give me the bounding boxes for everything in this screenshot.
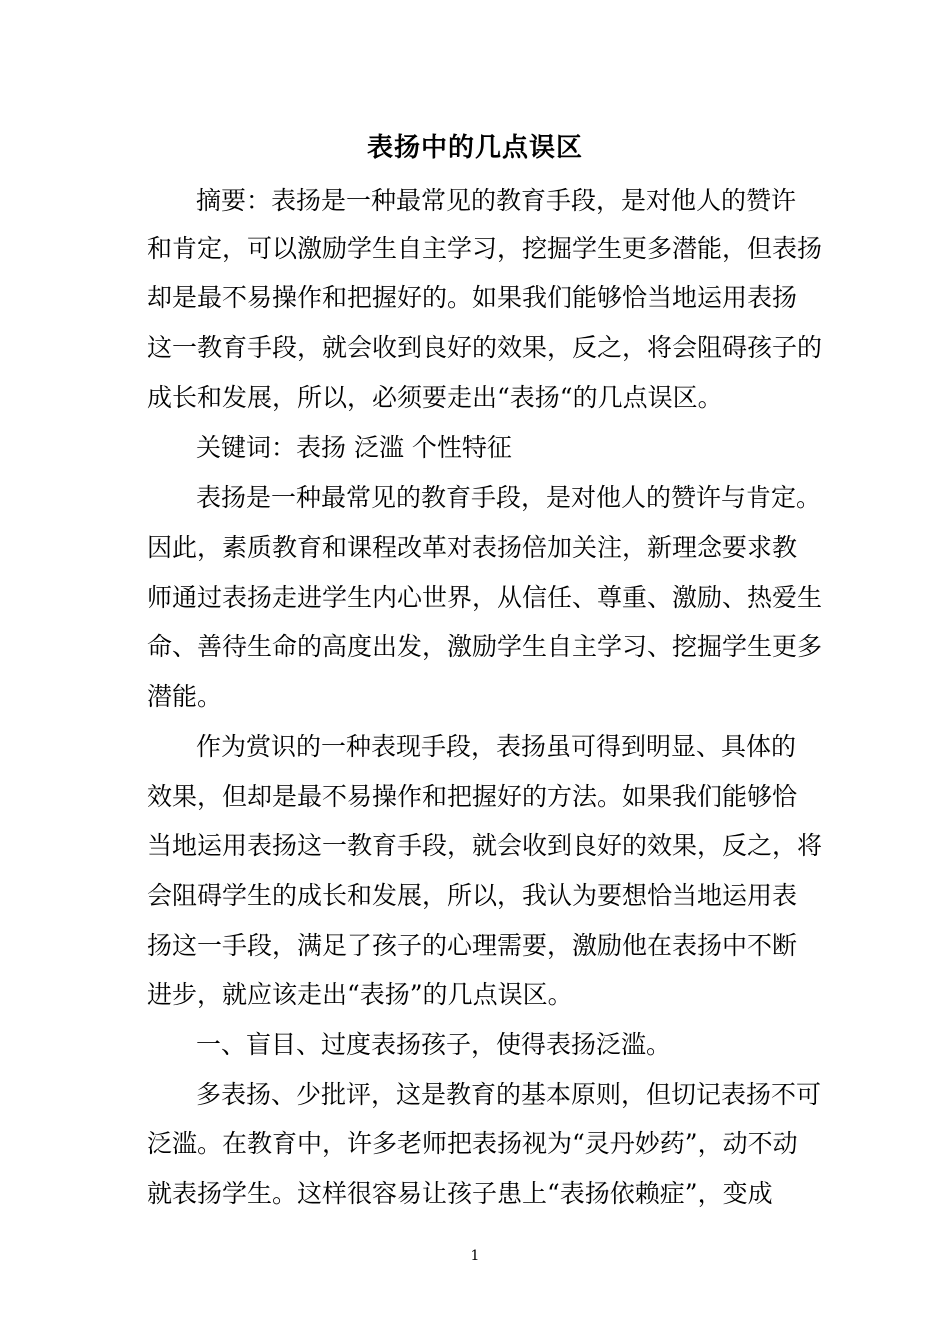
paragraph-line: 和肯定，可以激励学生自主学习，挖掘学生更多潜能，但表扬 [147,234,823,263]
paragraph-line: 进步，就应该走出“表扬”的几点误区。 [147,980,573,1009]
paragraph-line: 作为赏识的一种表现手段，表扬虽可得到明显、具体的 [196,732,797,761]
paragraph-line: 效果，但却是最不易操作和把握好的方法。如果我们能够恰 [147,782,798,811]
paragraph-line: 扬这一手段，满足了孩子的心理需要，激励他在表扬中不断 [147,931,798,960]
paragraph-line: 摘要：表扬是一种最常见的教育手段，是对他人的赞许 [196,186,797,215]
paragraph-line: 会阻碍学生的成长和发展，所以，我认为要想恰当地运用表 [147,881,798,910]
paragraph-line: 表扬是一种最常见的教育手段，是对他人的赞许与肯定。 [196,483,822,512]
paragraph-line: 这一教育手段，就会收到良好的效果，反之，将会阻碍孩子的 [147,333,823,362]
paragraph-line: 泛滥。在教育中，许多老师把表扬视为“灵丹妙药”，动不动 [147,1129,798,1158]
paragraph-line: 因此，素质教育和课程改革对表扬倍加关注，新理念要求教 [147,533,798,562]
section-heading: 一、盲目、过度表扬孩子，使得表扬泛滥。 [196,1030,672,1059]
paragraph-line: 成长和发展，所以，必须要走出“表扬“的几点误区。 [147,383,723,412]
paragraph-line: 命、善待生命的高度出发，激励学生自主学习、挖掘学生更多 [147,632,823,661]
paragraph-line: 潜能。 [147,682,223,711]
document-title: 表扬中的几点误区 [366,133,583,163]
paragraph-line: 就表扬学生。这样很容易让孩子患上“表扬依赖症”，变成 [147,1179,773,1208]
keywords-line: 关键词：表扬 泛滥 个性特征 [196,433,512,462]
paragraph-line: 师通过表扬走进学生内心世界，从信任、尊重、激励、热爱生 [147,583,823,612]
paragraph-line: 当地运用表扬这一教育手段，就会收到良好的效果，反之，将 [147,831,823,860]
paragraph-line: 多表扬、少批评，这是教育的基本原则，但切记表扬不可 [196,1080,822,1109]
page-number: 1 [470,1248,480,1264]
paragraph-line: 却是最不易操作和把握好的。如果我们能够恰当地运用表扬 [147,283,798,312]
